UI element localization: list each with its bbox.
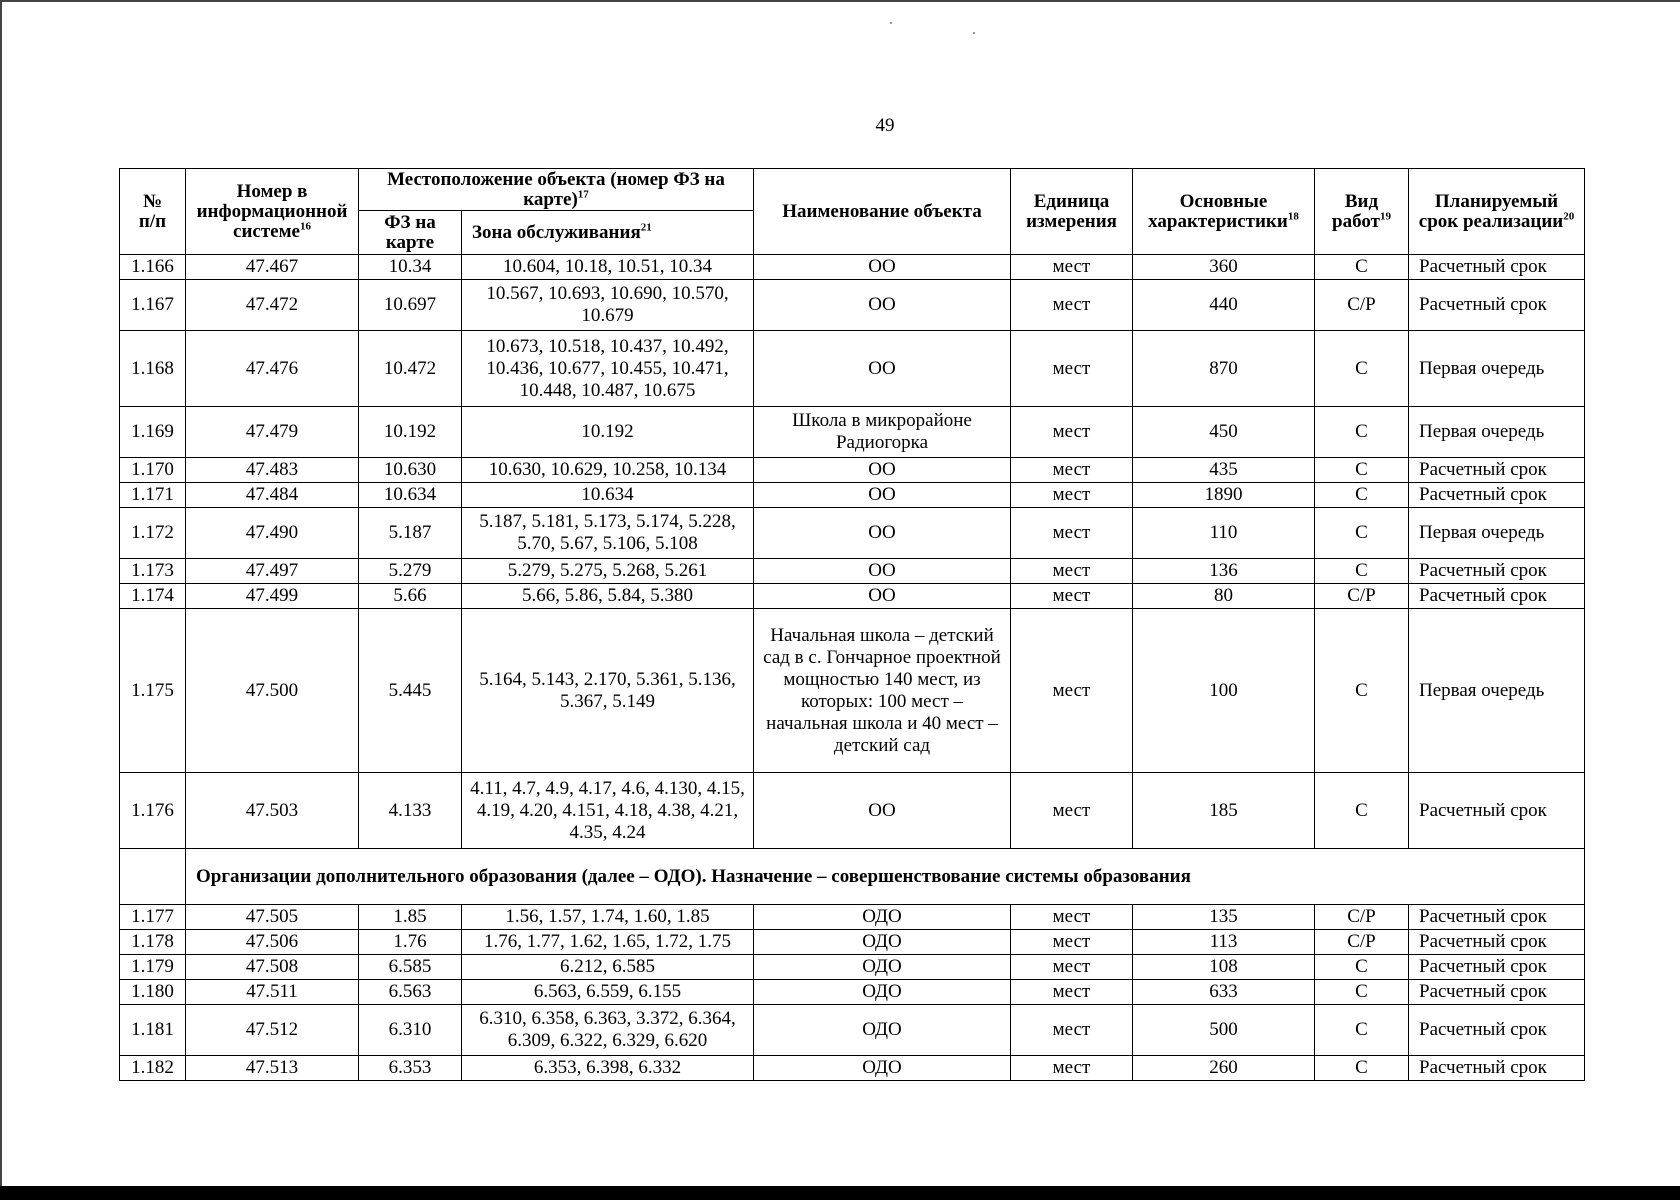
cell-fz: 10.34 [359,255,462,280]
cell-zone: 6.353, 6.398, 6.332 [462,1056,754,1081]
cell-chars: 110 [1133,508,1315,559]
table-row [120,609,1585,773]
table-row [120,905,1585,930]
cell-num: 1.178 [120,930,186,955]
cell-sys: 47.508 [186,955,359,980]
cell-sys: 47.506 [186,930,359,955]
section-row [120,849,1585,905]
cell-num: 1.172 [120,508,186,559]
cell-term: Первая очередь [1409,407,1585,458]
cell-name: ОО [754,458,1011,483]
cell-unit: мест [1011,980,1133,1005]
header-unit: Единица измерения [1011,169,1133,255]
scan-border-top [0,0,1680,2]
cell-fz: 10.472 [359,331,462,407]
cell-unit: мест [1011,280,1133,331]
cell-work: С [1315,255,1409,280]
cell-num: 1.177 [120,905,186,930]
cell-term: Расчетный срок [1409,255,1585,280]
cell-chars: 185 [1133,773,1315,849]
cell-num: 1.181 [120,1005,186,1056]
section-title: Организации дополнительного образования (далее – ОДО). Назначение – совершенствование системы образования [186,849,1585,905]
cell-term: Расчетный срок [1409,980,1585,1005]
cell-fz: 10.630 [359,458,462,483]
cell-name: ОО [754,584,1011,609]
scan-border-bottom [0,1186,1680,1200]
cell-chars: 136 [1133,559,1315,584]
cell-chars: 260 [1133,1056,1315,1081]
cell-name: ОДО [754,930,1011,955]
header-name: Наименование объекта [754,169,1011,255]
cell-sys: 47.497 [186,559,359,584]
cell-zone: 10.673, 10.518, 10.437, 10.492, 10.436, 10.677, 10.455, 10.471, 10.448, 10.487, 10.675 [462,331,754,407]
cell-sys: 47.476 [186,331,359,407]
cell-sys: 47.505 [186,905,359,930]
table-row [120,980,1585,1005]
cell-work: С/Р [1315,930,1409,955]
cell-term: Расчетный срок [1409,1056,1585,1081]
table-row [120,407,1585,458]
cell-name: ОДО [754,905,1011,930]
cell-unit: мест [1011,255,1133,280]
table-row [120,1056,1585,1081]
cell-name: ОО [754,559,1011,584]
scan-speck [890,22,892,24]
cell-work: С/Р [1315,905,1409,930]
cell-num: 1.180 [120,980,186,1005]
cell-unit: мест [1011,609,1133,773]
header-num: № п/п [120,169,186,255]
cell-term: Первая очередь [1409,508,1585,559]
cell-term: Первая очередь [1409,331,1585,407]
table-section [120,849,1585,905]
cell-term: Расчетный срок [1409,559,1585,584]
cell-unit: мест [1011,407,1133,458]
cell-term: Расчетный срок [1409,584,1585,609]
cell-num: 1.182 [120,1056,186,1081]
page-number: 49 [875,115,895,136]
table-row [120,773,1585,849]
cell-unit: мест [1011,331,1133,407]
cell-fz: 5.445 [359,609,462,773]
cell-zone: 10.192 [462,407,754,458]
cell-sys: 47.472 [186,280,359,331]
cell-sys: 47.500 [186,609,359,773]
cell-fz: 10.697 [359,280,462,331]
cell-zone: 5.187, 5.181, 5.173, 5.174, 5.228, 5.70, 5.67, 5.106, 5.108 [462,508,754,559]
cell-name: Начальная школа – детский сад в с. Гончарное проектной мощностью 140 мест, из которых: 100 мест – начальная школа и 40 мест – детский сад [754,609,1011,773]
cell-unit: мест [1011,1005,1133,1056]
cell-zone: 6.310, 6.358, 6.363, 3.372, 6.364, 6.309, 6.322, 6.329, 6.620 [462,1005,754,1056]
cell-num: 1.168 [120,331,186,407]
cell-sys: 47.467 [186,255,359,280]
cell-fz: 5.66 [359,584,462,609]
cell-work: С [1315,407,1409,458]
table-body-odo [120,905,1585,1081]
cell-term: Расчетный срок [1409,955,1585,980]
header-chars: Основные характеристики$^{18}$ [1133,169,1315,255]
cell-zone: 5.164, 5.143, 2.170, 5.361, 5.136, 5.367, 5.149 [462,609,754,773]
cell-name: ОО [754,255,1011,280]
cell-sys: 47.479 [186,407,359,458]
table-row [120,331,1585,407]
cell-term: Расчетный срок [1409,773,1585,849]
cell-work: С [1315,458,1409,483]
cell-chars: 113 [1133,930,1315,955]
header-sys-num: Номер в информационной системе$^{16}$ [186,169,359,255]
cell-term: Расчетный срок [1409,280,1585,331]
cell-zone: 5.66, 5.86, 5.84, 5.380 [462,584,754,609]
table-body-schools [120,255,1585,849]
cell-unit: мест [1011,483,1133,508]
cell-unit: мест [1011,458,1133,483]
table-row [120,483,1585,508]
cell-chars: 108 [1133,955,1315,980]
cell-sys: 47.484 [186,483,359,508]
cell-fz: 4.133 [359,773,462,849]
cell-zone: 10.630, 10.629, 10.258, 10.134 [462,458,754,483]
cell-chars: 633 [1133,980,1315,1005]
cell-work: С/Р [1315,584,1409,609]
cell-num: 1.169 [120,407,186,458]
table-header [120,169,1585,255]
cell-chars: 440 [1133,280,1315,331]
table-row [120,1005,1585,1056]
table-row [120,255,1585,280]
cell-sys: 47.483 [186,458,359,483]
cell-zone: 10.634 [462,483,754,508]
cell-term: Расчетный срок [1409,458,1585,483]
cell-unit: мест [1011,508,1133,559]
cell-term: Первая очередь [1409,609,1585,773]
cell-fz: 6.353 [359,1056,462,1081]
cell-unit: мест [1011,773,1133,849]
cell-name: ОДО [754,1005,1011,1056]
cell-unit: мест [1011,1056,1133,1081]
cell-chars: 100 [1133,609,1315,773]
cell-zone: 5.279, 5.275, 5.268, 5.261 [462,559,754,584]
cell-work: С [1315,955,1409,980]
cell-zone: 6.563, 6.559, 6.155 [462,980,754,1005]
cell-num: 1.176 [120,773,186,849]
cell-num: 1.173 [120,559,186,584]
cell-work: С [1315,559,1409,584]
cell-fz: 5.279 [359,559,462,584]
table-row [120,559,1585,584]
table-row [120,508,1585,559]
cell-zone: 1.56, 1.57, 1.74, 1.60, 1.85 [462,905,754,930]
cell-work: С [1315,980,1409,1005]
cell-sys: 47.513 [186,1056,359,1081]
cell-name: Школа в микрорайоне Радиогорка [754,407,1011,458]
cell-chars: 135 [1133,905,1315,930]
cell-fz: 6.563 [359,980,462,1005]
table-row [120,584,1585,609]
cell-term: Расчетный срок [1409,483,1585,508]
header-term: Планируемый срок реализации$^{20}$ [1409,169,1585,255]
cell-name: ОО [754,483,1011,508]
cell-num: 1.166 [120,255,186,280]
cell-name: ОДО [754,1056,1011,1081]
cell-sys: 47.511 [186,980,359,1005]
cell-chars: 450 [1133,407,1315,458]
cell-fz: 6.585 [359,955,462,980]
cell-unit: мест [1011,930,1133,955]
cell-sys: 47.490 [186,508,359,559]
cell-num: 1.174 [120,584,186,609]
section-num-cell [120,849,186,905]
cell-sys: 47.512 [186,1005,359,1056]
cell-zone: 6.212, 6.585 [462,955,754,980]
cell-work: С [1315,609,1409,773]
scan-speck [973,32,975,34]
table-row [120,955,1585,980]
cell-unit: мест [1011,559,1133,584]
cell-fz: 5.187 [359,508,462,559]
cell-chars: 1890 [1133,483,1315,508]
cell-chars: 435 [1133,458,1315,483]
cell-fz: 10.192 [359,407,462,458]
cell-zone: 10.567, 10.693, 10.690, 10.570, 10.679 [462,280,754,331]
cell-name: ОО [754,280,1011,331]
cell-name: ОО [754,331,1011,407]
cell-fz: 1.85 [359,905,462,930]
header-work: Вид работ$^{19}$ [1315,169,1409,255]
cell-unit: мест [1011,955,1133,980]
cell-num: 1.167 [120,280,186,331]
cell-zone: 4.11, 4.7, 4.9, 4.17, 4.6, 4.130, 4.15, 4.19, 4.20, 4.151, 4.18, 4.38, 4.21, 4.35, 4.24 [462,773,754,849]
cell-num: 1.175 [120,609,186,773]
table-row [120,458,1585,483]
cell-work: С [1315,331,1409,407]
cell-chars: 870 [1133,331,1315,407]
cell-num: 1.170 [120,458,186,483]
table-row [120,280,1585,331]
cell-name: ОО [754,508,1011,559]
cell-fz: 6.310 [359,1005,462,1056]
table-row [120,930,1585,955]
cell-num: 1.179 [120,955,186,980]
cell-work: С [1315,773,1409,849]
cell-chars: 500 [1133,1005,1315,1056]
cell-unit: мест [1011,905,1133,930]
objects-table [119,168,1585,1081]
header-fz: ФЗ на карте [359,211,462,255]
cell-zone: 10.604, 10.18, 10.51, 10.34 [462,255,754,280]
cell-unit: мест [1011,584,1133,609]
cell-zone: 1.76, 1.77, 1.62, 1.65, 1.72, 1.75 [462,930,754,955]
cell-name: ОДО [754,955,1011,980]
cell-work: С/Р [1315,280,1409,331]
cell-chars: 80 [1133,584,1315,609]
cell-term: Расчетный срок [1409,930,1585,955]
cell-name: ОДО [754,980,1011,1005]
cell-name: ОО [754,773,1011,849]
cell-work: С [1315,508,1409,559]
cell-term: Расчетный срок [1409,1005,1585,1056]
cell-num: 1.171 [120,483,186,508]
scan-border-left [0,0,2,1200]
header-zone: Зона обслуживания$^{21}$ [462,211,754,255]
cell-sys: 47.499 [186,584,359,609]
cell-fz: 10.634 [359,483,462,508]
header-location: Местоположение объекта (номер ФЗ на карте)$^{17}$ [359,169,754,211]
cell-work: С [1315,483,1409,508]
cell-sys: 47.503 [186,773,359,849]
cell-chars: 360 [1133,255,1315,280]
cell-fz: 1.76 [359,930,462,955]
cell-work: С [1315,1056,1409,1081]
cell-work: С [1315,1005,1409,1056]
cell-term: Расчетный срок [1409,905,1585,930]
